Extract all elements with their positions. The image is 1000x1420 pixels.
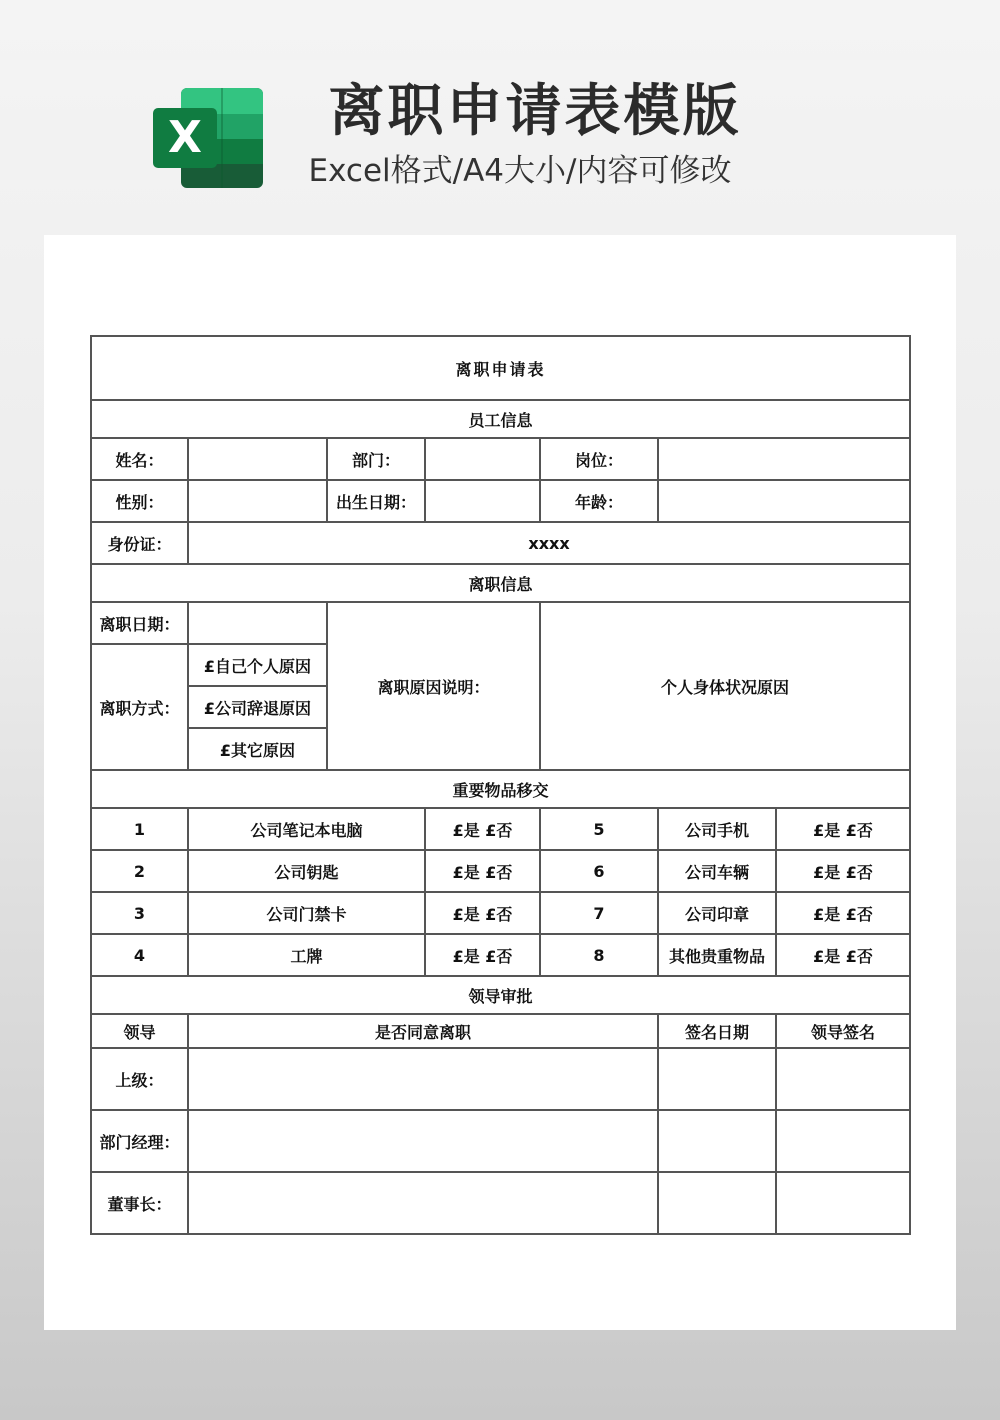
page-title: 离职申请表模版: [328, 79, 742, 144]
gender-label: 性别：: [91, 480, 188, 522]
signature-field[interactable]: [776, 1172, 910, 1234]
approval-header-date: 签名日期: [658, 1014, 776, 1048]
id-label: 身份证：: [91, 522, 188, 564]
document-sheet: [44, 235, 956, 1330]
id-field[interactable]: xxxx: [188, 522, 910, 564]
item-number: 6: [540, 850, 658, 892]
item-name: 其他贵重物品: [658, 934, 776, 976]
resignation-form: [90, 335, 911, 1235]
birth-label: 出生日期：: [327, 480, 425, 522]
yes-no-checkbox[interactable]: £是 £否: [425, 892, 540, 934]
item-number: 7: [540, 892, 658, 934]
yes-no-checkbox[interactable]: £是 £否: [776, 808, 910, 850]
agree-field[interactable]: [188, 1172, 658, 1234]
signature-field[interactable]: [776, 1048, 910, 1110]
sign-date-field[interactable]: [658, 1110, 776, 1172]
approval-header-signature: 领导签名: [776, 1014, 910, 1048]
gender-field[interactable]: [188, 480, 327, 522]
dept-field[interactable]: [425, 438, 540, 480]
leave-date-label: 离职日期：: [91, 602, 188, 644]
agree-field[interactable]: [188, 1110, 658, 1172]
signature-field[interactable]: [776, 1110, 910, 1172]
reason-field[interactable]: 个人身体状况原因: [540, 602, 910, 770]
name-label: 姓名：: [91, 438, 188, 480]
age-label: 年龄：: [540, 480, 658, 522]
page-subtitle: Excel格式/A4大小/内容可修改: [308, 153, 732, 189]
name-field[interactable]: [188, 438, 327, 480]
section-approval: 领导审批: [91, 976, 910, 1014]
position-field[interactable]: [658, 438, 910, 480]
agree-field[interactable]: [188, 1048, 658, 1110]
yes-no-checkbox[interactable]: £是 £否: [776, 892, 910, 934]
position-label: 岗位：: [540, 438, 658, 480]
birth-field[interactable]: [425, 480, 540, 522]
item-number: 3: [91, 892, 188, 934]
sign-date-field[interactable]: [658, 1172, 776, 1234]
leave-option-dismissal[interactable]: £公司辞退原因: [188, 686, 327, 728]
section-employee-info: 员工信息: [91, 400, 910, 438]
leave-mode-label: 离职方式：: [91, 644, 188, 770]
item-number: 8: [540, 934, 658, 976]
age-field[interactable]: [658, 480, 910, 522]
item-name: 公司笔记本电脑: [188, 808, 425, 850]
yes-no-checkbox[interactable]: £是 £否: [425, 850, 540, 892]
form-title: 离职申请表: [91, 336, 910, 400]
approver-supervisor: 上级：: [91, 1048, 188, 1110]
reason-label: 离职原因说明：: [327, 602, 540, 770]
approval-header-agree: 是否同意离职: [188, 1014, 658, 1048]
section-handover: 重要物品移交: [91, 770, 910, 808]
leave-option-personal[interactable]: £自己个人原因: [188, 644, 327, 686]
dept-label: 部门：: [327, 438, 425, 480]
logo-letter: X: [168, 112, 202, 163]
item-name: 公司车辆: [658, 850, 776, 892]
yes-no-checkbox[interactable]: £是 £否: [776, 934, 910, 976]
item-name: 公司手机: [658, 808, 776, 850]
section-leave-info: 离职信息: [91, 564, 910, 602]
item-number: 1: [91, 808, 188, 850]
item-number: 2: [91, 850, 188, 892]
approver-chairman: 董事长：: [91, 1172, 188, 1234]
leave-date-field[interactable]: [188, 602, 327, 644]
banner: [0, 0, 1000, 230]
approver-dept-manager: 部门经理：: [91, 1110, 188, 1172]
item-number: 5: [540, 808, 658, 850]
item-number: 4: [91, 934, 188, 976]
item-name: 公司门禁卡: [188, 892, 425, 934]
excel-logo-icon: [153, 86, 265, 190]
item-name: 公司印章: [658, 892, 776, 934]
sign-date-field[interactable]: [658, 1048, 776, 1110]
yes-no-checkbox[interactable]: £是 £否: [425, 808, 540, 850]
yes-no-checkbox[interactable]: £是 £否: [776, 850, 910, 892]
leave-option-other[interactable]: £其它原因: [188, 728, 327, 770]
yes-no-checkbox[interactable]: £是 £否: [425, 934, 540, 976]
item-name: 公司钥匙: [188, 850, 425, 892]
item-name: 工牌: [188, 934, 425, 976]
approval-header-leader: 领导: [91, 1014, 188, 1048]
